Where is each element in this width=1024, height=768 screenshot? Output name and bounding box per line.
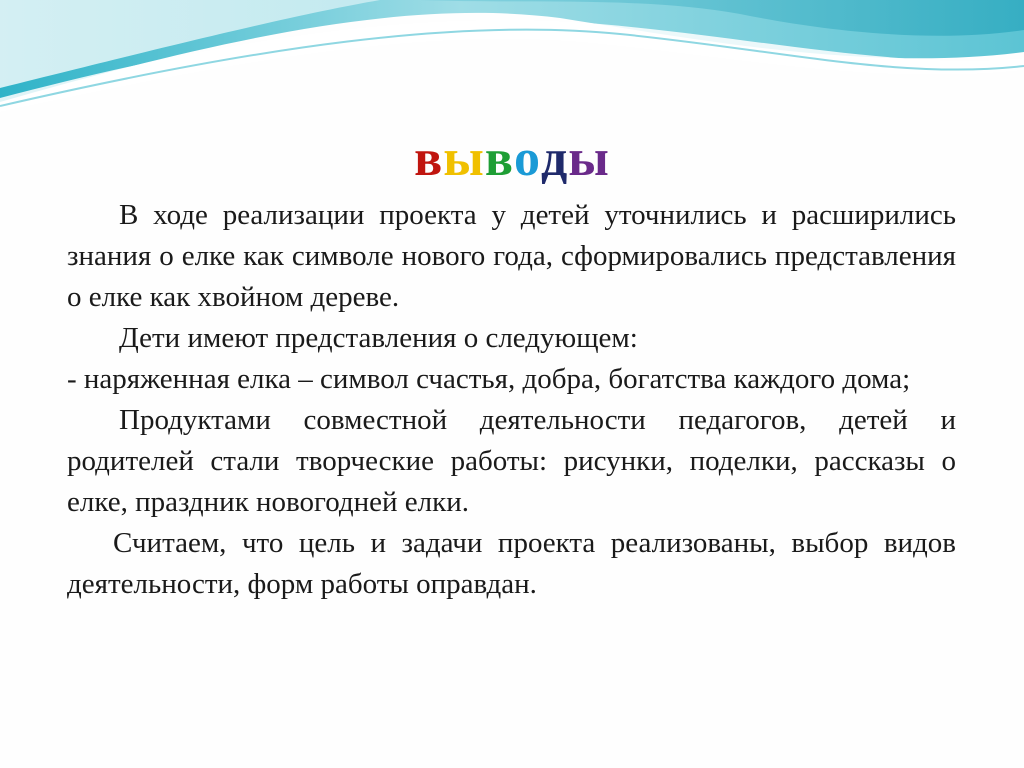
- paragraph-conclusion: Считаем, что цель и задачи проекта реализованы, выбор видов деятельности, форм работы оправдан.: [67, 527, 956, 600]
- title-letter: ы: [568, 130, 610, 187]
- paragraph-results: В ходе реализации проекта у детей уточнились и расширились знания о елке как символе нового года, сформировались представления о елке как хвойном дереве.: [67, 199, 956, 313]
- wave-decoration: [0, 0, 1024, 130]
- title-letter: д: [540, 130, 569, 187]
- title-letter: ы: [443, 130, 485, 187]
- paragraph-products: Продуктами совместной деятельности педагогов, детей и родителей стали творческие работы: рисунки, поделки, рассказы о елке, праздник новогодней елки.: [67, 404, 956, 518]
- slide-body: [67, 195, 956, 605]
- paragraph-children-ideas: Дети имеют представления о следующем:: [119, 322, 638, 354]
- title-letter: в: [414, 130, 444, 187]
- slide-title: [0, 128, 1024, 190]
- title-letter: о: [513, 130, 541, 187]
- paragraph-bullet-tree: - наряженная елка – символ счастья, добра, богатства каждого дома;: [67, 363, 911, 395]
- title-letter: в: [484, 130, 514, 187]
